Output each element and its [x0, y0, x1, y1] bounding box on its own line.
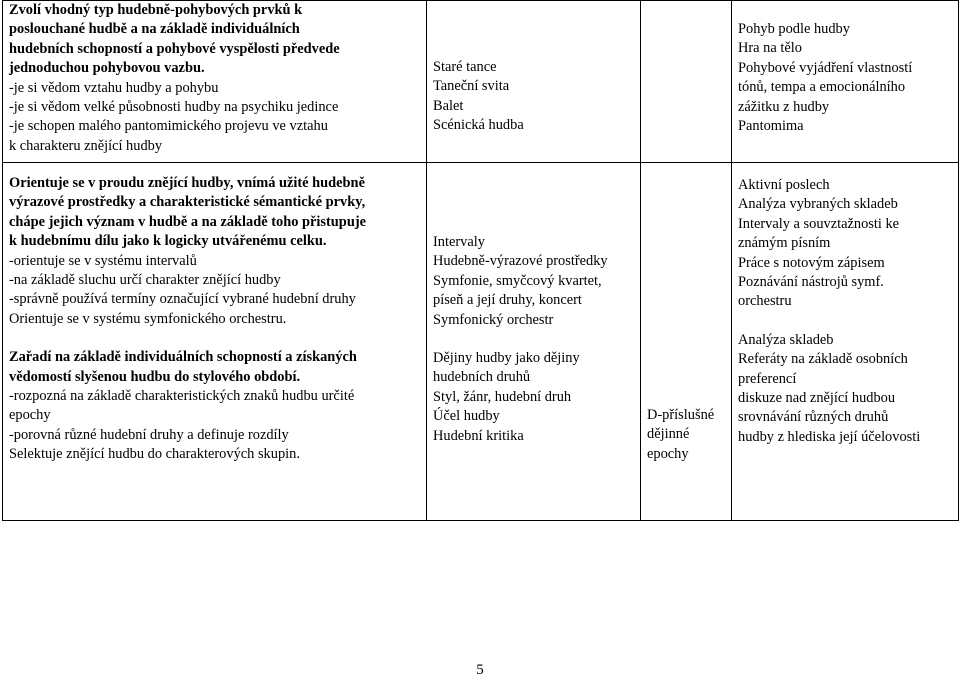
- goal-line: -je si vědom velké působnosti hudby na psychiku jedince: [9, 99, 339, 116]
- cross-cell: [641, 163, 732, 521]
- topic-line: Hudební kritika: [433, 427, 524, 444]
- topic-line: píseň a její druhy, koncert: [433, 292, 582, 309]
- topic-line: Účel hudby: [433, 408, 500, 425]
- spacer: [738, 312, 954, 331]
- goal-line: Orientuje se v systému symfonického orchestru.: [9, 310, 287, 327]
- goal-line: Selektuje znějící hudbu do charakterových skupin.: [9, 446, 300, 463]
- activity-line: orchestru: [738, 293, 792, 310]
- activity-line: diskuze nad znějící hudbou: [738, 390, 896, 407]
- goal-line: -rozpozná na základě charakteristických znaků hudbu určité: [9, 388, 355, 405]
- goal-line: -je si vědom vztahu hudby a pohybu: [9, 79, 219, 96]
- activities-cell: [732, 163, 959, 521]
- goal-line: k charakteru znějící hudby: [9, 137, 163, 154]
- goal-line: Zařadí na základě individuálních schopností a získaných: [9, 349, 357, 366]
- activity-line: hudby z hlediska její účelovosti: [738, 428, 921, 445]
- activity-line: tónů, tempa a emocionálního: [738, 79, 906, 96]
- curriculum-table: [2, 0, 959, 521]
- table-row: [3, 1, 959, 163]
- goal-line: epochy: [9, 407, 51, 424]
- cross-line: dějinné: [647, 426, 690, 443]
- goals-list: [9, 1, 422, 156]
- goal-line: -je schopen malého pantomimického projevu ve vztahu: [9, 118, 328, 135]
- topic-line: Symfonie, smyčcový kvartet,: [433, 272, 602, 289]
- goal-line: chápe jejich význam v hudbě a na základě toho přistupuje: [9, 213, 366, 230]
- spacer: [9, 329, 422, 348]
- topic-line: Staré tance: [433, 59, 497, 75]
- goal-line: -orientuje se v systému intervalů: [9, 252, 197, 269]
- goals-cell: [3, 163, 427, 521]
- goal-line: Zvolí vhodný typ hudebně-pohybových prvků k: [9, 2, 303, 18]
- activity-line: Pohybové vyjádření vlastností: [738, 59, 913, 76]
- goal-line: -na základě sluchu určí charakter znějící hudby: [9, 272, 281, 289]
- goal-line: hudebních schopností a pohybové vyspělosti předvede: [9, 40, 340, 57]
- activity-line: Intervaly a souvztažnosti ke: [738, 215, 900, 232]
- activity-line: Práce s notovým zápisem: [738, 254, 885, 271]
- cross-line: epochy: [647, 445, 689, 462]
- activity-line: známým písním: [738, 235, 831, 252]
- activities-cell: [732, 1, 959, 163]
- goal-line: jednoduchou pohybovou vazbu.: [9, 60, 205, 77]
- goal-line: -správně používá termíny označující vybrané hudební druhy: [9, 291, 356, 308]
- activity-line: Analýza vybraných skladeb: [738, 196, 898, 213]
- topics-cell: [427, 163, 641, 521]
- topic-line: Hudebně-výrazové prostředky: [433, 253, 608, 270]
- activity-line: Analýza skladeb: [738, 331, 834, 348]
- table-row: [3, 163, 959, 521]
- goal-line: -porovná různé hudební druhy a definuje rozdíly: [9, 426, 289, 443]
- topic-line: Scénická hudba: [433, 117, 524, 134]
- topic-line: hudebních druhů: [433, 369, 531, 386]
- cross-line: D-příslušné: [647, 407, 715, 423]
- activity-line: Pantomima: [738, 118, 804, 135]
- activity-line: preferencí: [738, 370, 797, 387]
- page-number: 5: [476, 662, 484, 678]
- topics-cell: [427, 1, 641, 163]
- goal-line: poslouchané hudbě a na základě individuálních: [9, 21, 300, 38]
- goal-line: k hudebnímu dílu jako k logicky utvářenému celku.: [9, 233, 327, 250]
- topic-line: Balet: [433, 97, 464, 114]
- topic-line: Taneční svita: [433, 78, 510, 95]
- activity-line: srovnávání různých druhů: [738, 409, 889, 426]
- goal-line: výrazové prostředky a charakteristické sémantické prvky,: [9, 194, 366, 211]
- goal-line: vědomostí slyšenou hudbu do stylového období.: [9, 368, 301, 385]
- activity-line: Aktivní poslech: [738, 177, 830, 193]
- topic-line: Dějiny hudby jako dějiny: [433, 350, 580, 367]
- spacer: [433, 330, 636, 349]
- activity-line: Referáty na základě osobních: [738, 351, 908, 368]
- cross-cell: [641, 1, 732, 163]
- goals-cell: [3, 1, 427, 163]
- topic-line: Styl, žánr, hudební druh: [433, 388, 572, 405]
- activity-line: zážitku z hudby: [738, 98, 830, 115]
- activity-line: Hra na tělo: [738, 40, 802, 57]
- activity-line: Pohyb podle hudby: [738, 21, 850, 37]
- topic-line: Symfonický orchestr: [433, 311, 554, 328]
- goal-line: Orientuje se v proudu znějící hudby, vnímá užité hudebně: [9, 175, 365, 191]
- topic-line: Intervaly: [433, 234, 485, 250]
- activity-line: Poznávání nástrojů symf.: [738, 274, 884, 291]
